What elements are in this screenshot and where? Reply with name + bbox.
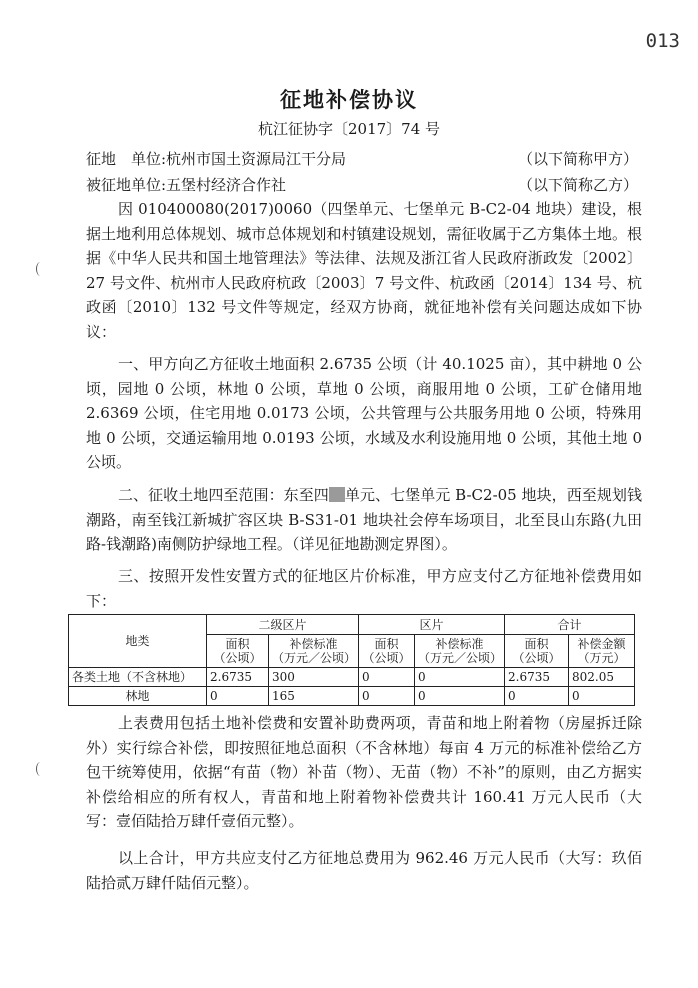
header-area: 面积 （公顷） xyxy=(505,635,569,668)
header-area: 面积 （公顷） xyxy=(359,635,415,668)
binding-hole-mark xyxy=(36,762,45,776)
preamble-paragraph: 因 010400080(2017)0060（四堡单元、七堡单元 B-C2-04 地块）建设，根据土地利用总体规划、城市总体规划和村镇建设规划，需征收属于乙方集体土地。根据《中华人民共和国土地管理法》等法律、法规及浙江省人民政府浙政发〔2002〕27 号文件、杭州市人民政府杭政〔2003〕7 号文件、杭政函〔2014〕134 号、杭政函〔2010〕132 号文件等规定，经双方协商，就征地补偿有关问题达成如下协议： xyxy=(86,200,642,341)
table-row xyxy=(69,668,635,687)
party-b-row xyxy=(86,174,638,196)
table-row xyxy=(69,687,635,706)
party-a-label: 征地 单位: xyxy=(86,150,167,168)
party-b-abbr: （以下简称乙方） xyxy=(517,176,638,194)
table-cell: 802.05 xyxy=(569,668,635,687)
table-cell: 0 xyxy=(569,687,635,706)
clause-2-text-end: 单元、七堡单元 B-C2-05 地块，西至规划钱潮路，南至钱江新城扩容区块 B-S31-01 地块社会停车场项目，北至艮山东路(九田路-钱潮路)南侧防护绿地工程。（详见征地勘测定界图）。 xyxy=(86,486,642,553)
table-cell: 300 xyxy=(269,668,359,687)
table-cell: 0 xyxy=(505,687,569,706)
header-group-total: 合计 xyxy=(505,615,635,635)
document-title: 征地补偿协议 xyxy=(280,88,418,112)
table-header-group-row xyxy=(69,615,635,635)
table-cell: 0 xyxy=(415,668,505,687)
page-number: 013 xyxy=(645,30,680,52)
header-standard: 补偿标准 （万元／公顷） xyxy=(415,635,505,668)
clause-1-paragraph: 一、甲方向乙方征收土地面积 2.6735 公顷（计 40.1025 亩），其中耕地 0 公顷，园地 0 公顷，林地 0 公顷，草地 0 公顷，商服用地 0 公顷，工矿仓储用地 2.6369 公顷，住宅用地 0.0173 公顷，公共管理与公共服务用地 0 公顷，特殊用地 0 公顷，交通运输用地 0.0193 公顷，水域及水利设施用地 0 公顷，其他土地 0 公顷。 xyxy=(86,355,642,471)
clause-2-text-start: 二、征收土地四至范围：东至四 xyxy=(118,486,329,504)
header-standard: 补偿标准 （万元／公顷） xyxy=(269,635,359,668)
party-b-name: 五堡村经济合作社 xyxy=(166,176,287,194)
table-cell: 0 xyxy=(207,687,269,706)
party-a-name: 杭州市国土资源局江干分局 xyxy=(166,150,347,168)
party-a-row xyxy=(86,148,638,170)
header-area: 面积 （公顷） xyxy=(207,635,269,668)
clause-3-paragraph: 三、按照开发性安置方式的征地区片价标准，甲方应支付乙方征地补偿费用如下： xyxy=(86,567,642,610)
party-a-abbr: （以下简称甲方） xyxy=(517,150,638,168)
compensation-table xyxy=(68,614,635,706)
table-cell: 0 xyxy=(359,668,415,687)
table-cell: 165 xyxy=(269,687,359,706)
header-group-zone: 区片 xyxy=(359,615,505,635)
cell-land-type: 各类土地（不含林地） xyxy=(69,668,207,687)
redaction-mask xyxy=(329,487,345,502)
table-cell: 0 xyxy=(359,687,415,706)
table-cell: 0 xyxy=(415,687,505,706)
binding-hole-mark xyxy=(36,262,45,276)
supplementary-compensation-paragraph: 上表费用包括土地补偿费和安置补助费两项，青苗和地上附着物（房屋拆迁除外）实行综合补偿，即按照征地总面积（不含林地）每亩 4 万元的标准补偿给乙方包干统筹使用，依据“有苗（物）补苗（物）、无苗（物）不补”的原则，由乙方据实补偿给相应的所有权人，青苗和地上附着物补偿费共计 160.41 万元人民币（大写：壹佰陆拾万肆仟壹佰元整）。 xyxy=(86,714,642,830)
table-cell: 2.6735 xyxy=(505,668,569,687)
table-cell: 2.6735 xyxy=(207,668,269,687)
header-group-level2: 二级区片 xyxy=(207,615,359,635)
cell-land-type: 林地 xyxy=(69,687,207,706)
header-land-type: 地类 xyxy=(69,615,207,668)
header-amount: 补偿金额 （万元） xyxy=(569,635,635,668)
document-number: 杭江征协字〔2017〕74 号 xyxy=(257,120,441,138)
total-paragraph: 以上合计，甲方共应支付乙方征地总费用为 962.46 万元人民币（大写：玖佰陆拾贰万肆仟陆佰元整）。 xyxy=(86,849,642,892)
clause-2-paragraph xyxy=(86,483,642,557)
party-b-label: 被征地单位: xyxy=(86,176,167,194)
